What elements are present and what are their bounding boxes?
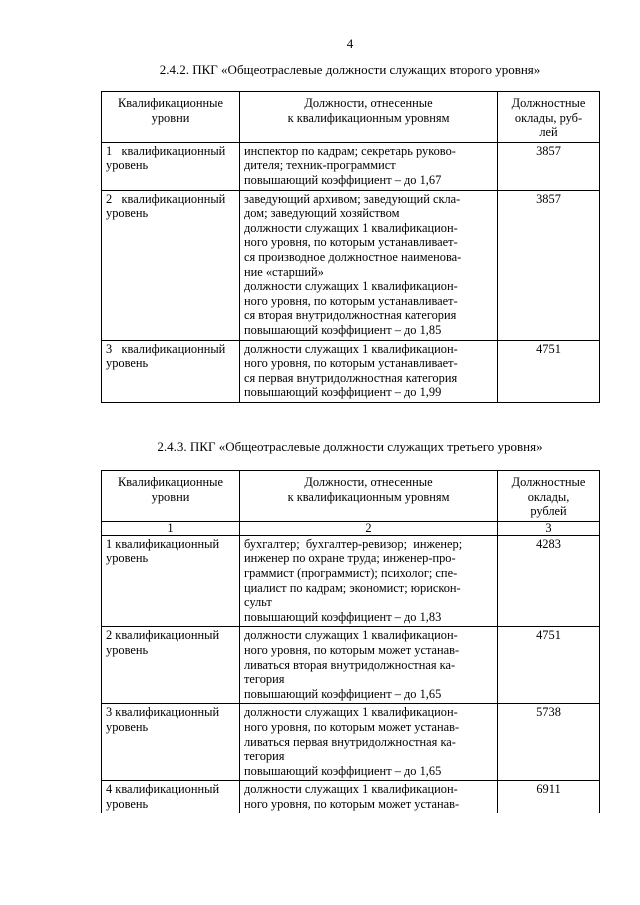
positions-text: дом; заведующий хозяйством [244, 206, 400, 221]
level-text: уровень [106, 158, 149, 173]
header-text: оклады, руб- [514, 110, 583, 125]
level-text: 2 квалификационный [106, 628, 220, 643]
salary-cell: 4751 [498, 627, 600, 704]
positions-cell [240, 627, 498, 704]
positions-text: ного уровня, по которым может устанав- [244, 642, 460, 657]
level-text: 1 квалификационный [106, 536, 220, 551]
header-text: Должности, отнесенные [304, 96, 433, 110]
column-numbers-row [102, 521, 600, 535]
header-levels [102, 92, 240, 143]
level-cell [102, 781, 240, 814]
column-number: 1 [102, 521, 240, 535]
positions-text: ного уровня, по которым может устанав- [244, 796, 460, 811]
table-row [102, 781, 600, 814]
level-text: уровень [106, 206, 149, 221]
positions-text: повышающий коэффициент – до 1,65 [244, 686, 442, 701]
level-text: 2 квалификационный [106, 191, 226, 206]
positions-text: ного уровня, по которым устанавливает- [244, 235, 458, 250]
positions-text: повышающий коэффициент – до 1,67 [244, 172, 442, 187]
salary-cell: 4751 [498, 340, 600, 402]
header-text: к квалификационным уровням [287, 110, 450, 125]
positions-text: повышающий коэффициент – до 1,85 [244, 322, 442, 337]
header-text: Должностные [511, 475, 586, 489]
level-text: уровень [106, 356, 149, 371]
positions-text: ного уровня, по которым устанавливает- [244, 293, 458, 308]
positions-cell [240, 781, 498, 814]
header-text: уровни [151, 110, 190, 125]
header-text: Квалификационные [118, 475, 223, 489]
positions-text: инженер по охране труда; инженер-про- [244, 551, 456, 566]
table-row [102, 190, 600, 340]
positions-text: ного уровня, по которым устанавливает- [244, 356, 458, 371]
header-positions [240, 471, 498, 522]
level-cell [102, 190, 240, 340]
positions-text: циалист по кадрам; экономист; юрискон- [244, 580, 461, 595]
positions-cell [240, 535, 498, 627]
section-title-2-4-3: 2.4.3. ПКГ «Общеотраслевые должности служащих третьего уровня» [157, 439, 543, 454]
positions-text: сульт [244, 595, 272, 610]
header-text: уровни [151, 489, 190, 504]
positions-text: тегория [244, 749, 285, 764]
column-number: 3 [498, 521, 600, 535]
positions-cell [240, 340, 498, 402]
positions-text: ливаться первая внутридолжностная ка- [244, 734, 456, 749]
table-row [102, 340, 600, 402]
header-levels [102, 471, 240, 522]
table-pkg-second-level [101, 91, 600, 403]
header-text: оклады, [527, 489, 570, 504]
level-cell [102, 627, 240, 704]
salary-cell: 3857 [498, 142, 600, 190]
positions-text: ние «старший» [244, 264, 324, 279]
positions-text: должности служащих 1 квалификацион- [244, 341, 458, 356]
positions-text: повышающий коэффициент – до 1,83 [244, 609, 442, 624]
positions-text: повышающий коэффициент – до 1,65 [244, 763, 442, 778]
level-cell [102, 704, 240, 781]
header-salary [498, 92, 600, 143]
level-text: 3 квалификационный [106, 341, 226, 356]
table-pkg-third-level [101, 470, 600, 813]
header-text: Должностные [511, 96, 586, 110]
positions-text: тегория [244, 672, 285, 687]
header-positions [240, 92, 498, 143]
header-text: Должности, отнесенные [304, 475, 433, 489]
positions-text: ся производное должностное наименова- [244, 249, 462, 264]
table-header-row [102, 471, 600, 522]
positions-text: ного уровня, по которым может устанав- [244, 719, 460, 734]
salary-cell: 4283 [498, 535, 600, 627]
positions-text: должности служащих 1 квалификацион- [244, 279, 458, 294]
level-text: уровень [106, 719, 149, 734]
level-text: 3 квалификационный [106, 705, 220, 720]
positions-cell [240, 704, 498, 781]
level-text: 1 квалификационный [106, 143, 226, 158]
positions-text: должности служащих 1 квалификацион- [244, 220, 458, 235]
level-text: уровень [106, 796, 149, 811]
salary-cell: 3857 [498, 190, 600, 340]
column-number: 2 [240, 521, 498, 535]
positions-text: должности служащих 1 квалификацион- [244, 705, 458, 720]
level-text: 4 квалификационный [106, 782, 220, 797]
positions-text: ливаться вторая внутридолжностная ка- [244, 657, 456, 672]
level-cell [102, 142, 240, 190]
positions-text: повышающий коэффициент – до 1,99 [244, 385, 442, 400]
table-row [102, 627, 600, 704]
page-number: 4 [346, 36, 354, 51]
positions-text: ся первая внутридолжностная категория [244, 370, 458, 385]
positions-text: ся вторая внутридолжностная категория [244, 308, 457, 323]
header-text: к квалификационным уровням [287, 489, 450, 504]
positions-text: бухгалтер; бухгалтер-ревизор; инженер; [244, 536, 463, 551]
header-text: лей [539, 125, 558, 140]
positions-text: граммист (программист); психолог; спе- [244, 565, 458, 580]
level-text: уровень [106, 551, 149, 566]
positions-text: должности служащих 1 квалификацион- [244, 782, 458, 797]
table-header-row [102, 92, 600, 143]
positions-text: должности служащих 1 квалификацион- [244, 628, 458, 643]
level-text: уровень [106, 642, 149, 657]
salary-cell: 6911 [498, 781, 600, 814]
header-text: рублей [530, 504, 567, 519]
table-row [102, 142, 600, 190]
positions-text: заведующий архивом; заведующий скла- [244, 191, 461, 206]
table-row [102, 704, 600, 781]
table-row [102, 535, 600, 627]
header-salary [498, 471, 600, 522]
level-cell [102, 535, 240, 627]
positions-cell [240, 190, 498, 340]
positions-cell [240, 142, 498, 190]
level-cell [102, 340, 240, 402]
header-text: Квалификационные [118, 96, 223, 110]
positions-text: дителя; техник-программист [244, 158, 396, 173]
section-title-2-4-2: 2.4.2. ПКГ «Общеотраслевые должности служащих второго уровня» [159, 62, 541, 77]
salary-cell: 5738 [498, 704, 600, 781]
positions-text: инспектор по кадрам; секретарь руково- [244, 143, 456, 158]
